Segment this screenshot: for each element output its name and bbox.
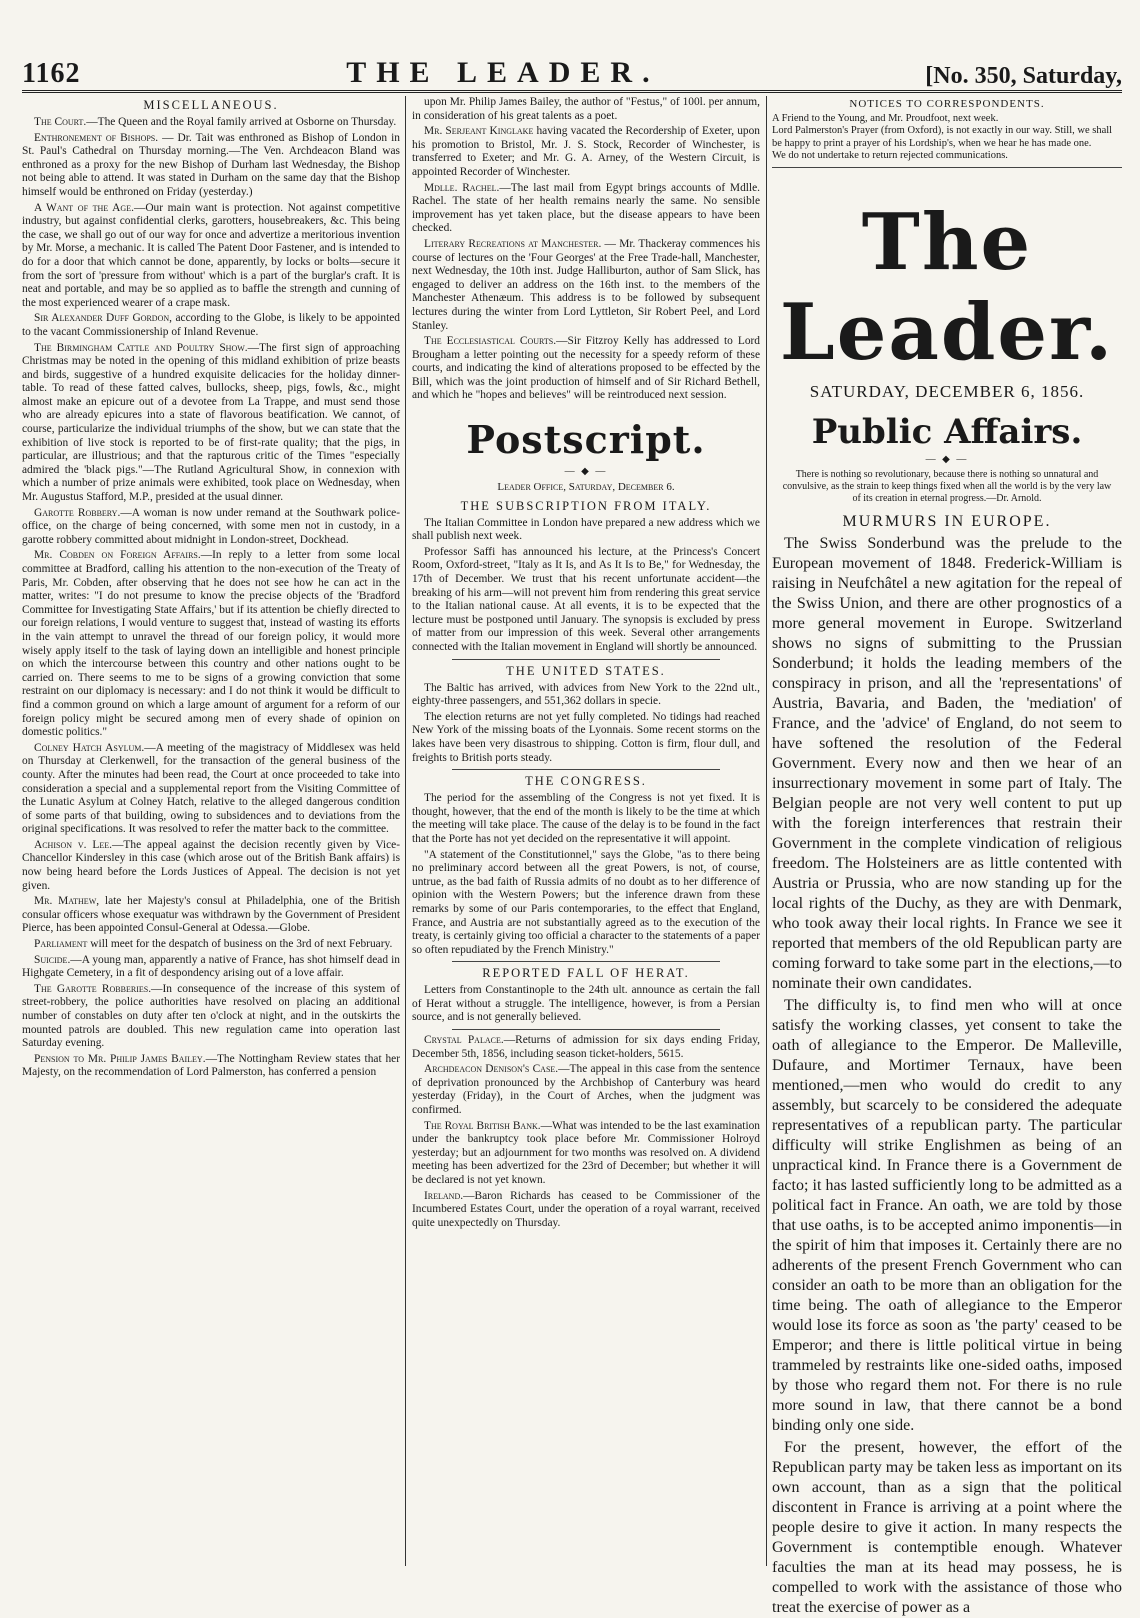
section-heading: REPORTED FALL OF HERAT. [482,966,690,981]
article-paragraph: The election returns are not yet fully completed. No tidings had reached New York of the missing boats of the Lyonnais. Some recent storms on the lakes have been very disastrous to shipping. Cotton is firm, flour dull, and freights to British ports steady. [412,710,760,764]
article-body: —Baron Richards has ceased to be Commissioner of the Incumbered Estates Court, under the operation of a royal warrant, received quite unexpectedly on Thursday. [412,1189,760,1229]
article-body: —What was intended to be the last examination under the bankruptcy took place before Mr. Commissioner Holroyd yesterday; but an adjournment for two months was resolved on. A dividend meeting has been advertized for the 23rd of December; but whether it will be declared is not yet known. [412,1119,761,1186]
section-heading: THE UNITED STATES. [506,663,666,678]
article-body: —A young man, apparently a native of France, has shot himself dead in Highgate Cemetery, in a fit of despondency arising out of a love affair. [22,953,400,980]
article-paragraph [412,335,760,403]
article-body: — Mr. Thackeray commences his course of lectures on the 'Four Georges' at the Free Trade-hall, Manchester, next Wednesday, the 10th inst. Judge Halliburton, author of Sam Slick, has engaged to deliver an address on the 16th inst. to the members of the Manchester Athenæum. This address is to be followed by subsequent lectures during the winter from Lord Lyttleton, Sir Robert Peel, and Lord Stanley. [412,237,761,332]
article-body: —The appeal against the decision recently given by Vice-Chancellor Kindersley in this case (which arose out of the British Bank affairs) is now being heard before the Lords Justices of Appeal. The decision is not yet given. [22,838,400,892]
article-paragraph [22,938,400,952]
article-body: —The last mail from Egypt brings accounts of Mdlle. Rachel. The state of her health remains nearly the same. No sensible improvement has yet taken place, but the disease appears to have been checked. [412,181,760,235]
article-lead: The Court. [34,116,87,128]
article-paragraph [22,895,400,936]
section-title: Public Affairs. [811,411,1083,452]
notice-item: We do not undertake to return rejected communications. [772,150,1008,161]
article-paragraph: For the present, however, the effort of the Republican party may be taken less as important on its own account, than as a sign that the political discontent in France is arriving at a point where the people desire to give it action. In many respects the Government is contemptible enough. Whatever faculties the man at its head may possess, he is compelled to work with the assistance of those who treat the exercise of power as a [772,1438,1122,1616]
article-paragraph [22,342,400,505]
article-lead: Pension to Mr. Philip James Bailey. [34,1052,206,1065]
postscript-heading: Postscript. [466,417,706,463]
article-paragraph [22,116,400,130]
section-heading: THE CONGRESS. [525,774,647,789]
article-body: —Our main want is protection. Not against competitive industry, but against confidential clerks, garotters, housebreakers, &c. This being the case, we shall go out of our way for once and advertize a meritorious invention by Mr. Morse, a mechanic. It is called The Patent Door Fastener, and is intended to do for a door that which cannot be done, apparently, by locks or bolts—secure it from the sort of 'pressure from without' which is a part of the burglar's craft. It is neat and portable, and may be so applied as to baffle the strength and cunning of the most experienced wearer of a crape mask. [22,201,400,309]
article-paragraph [412,238,760,333]
article-lead: Crystal Palace. [424,1034,504,1047]
section-heading: MURMURS IN EUROPE. [842,512,1052,530]
article-paragraph: upon Mr. Philip James Bailey, the author of "Festus," of 100l. per annum, in consideration of his great talents as a poet. [412,96,760,122]
article-paragraph [412,182,760,236]
article-body: according to the Globe, is likely to be appointed to the vacant Commissionership of Inland Revenue. [22,312,400,338]
notice-item: Lord Palmerston's Prayer (from Oxford), is not exactly in our way. Still, we shall be happy to print a prayer of his Lordship's, when we hear he has made one. [772,125,1113,149]
article-lead: Ireland. [424,1189,464,1202]
article-paragraph [412,1063,760,1117]
article-body: —A woman is now under remand at the Southwark police-office, on the charge of being concerned, with some men not in custody, in a garotte robbery committed about midnight in London-street, Dockhead. [22,506,400,546]
paper-title: THE LEADER. [346,56,660,89]
article-paragraph [22,742,400,837]
article-paragraph [22,312,400,339]
divider [452,1029,720,1030]
article-body: —The Queen and the Royal family arrived at Osborne on Thursday. [86,116,397,128]
column-public-affairs [772,96,1122,1616]
article-paragraph: The Swiss Sonderbund was the prelude to the European movement of 1848. Frederick-William is raising in Neufchâtel a new agitation for the repeal of the Swiss Union, and there are other prognostics of a more general movement in Europe. Switzerland shows no signs of submitting to the Prussian Sonderbund; it holds the leading members of the conspiracy in prison, and all the 'representations' of Austria, Bavaria, and Baden, the 'mediation' of France, and the 'advice' of England, do not seem to have softened the resolution of the Federal Government. Every now and then we hear of an insurrectionary movement in some part of Italy. The Belgian people are not very well content to put up with the foreign interferences that restrain their Government in the complete vindication of religious freedom. The Holsteiners are as little contented with Austria or Prussia, who are now standing up for the local rights of the Duchy, as they are with Denmark, who took away their local rights. In France we see it reported that members of the old Republican party are coming forward to take some part in the elections,—to nominate their own candidates. [772,534,1122,992]
notices-to-correspondents [772,98,1122,168]
article-paragraph [412,1034,760,1061]
article-paragraph [412,125,760,179]
section-heading: MISCELLANEOUS. [143,98,279,112]
issue-number: [No. 350, Saturday, [925,63,1122,89]
article-body: —The first sign of approaching Christmas may be noted in the opening of this midland exhibition of prize beasts and birds, suggestive of a hundred exquisite delicacies for the holiday dinner-table. To read of these fatted calves, bullocks, sheep, pigs, fowls, &c., might almost make an epicure out of a devotee from La Trappe, and must send those who are already epicures into a state of flavorous beatification. We cannot, of course, particularize the individual triumphs of the show, but we can state that the exhibition of live stock is reported to be of first-rate quality; that the pigs, in particular, are illustrious; and that the rapturous critic of the Times "especially admired the 'black pigs."—The Rutland Agricultural Show, in connexion with which a number of prize animals were exhibited, took place on Wednesday, when Mr. Augustus Stafford, M.P., presided at the usual dinner. [22,341,400,504]
article-body: — Dr. Tait was enthroned as Bishop of London in St. Paul's Cathedral on Thursday morning.—The Ven. Archdeacon Bland was enthroned as a proxy for the new Bishop of Durham last Wednesday, the Bishop not being able to attend. It was stated in Durham on the same day that the Bishop himself would be enthroned on Friday (yesterday.) [22,131,400,198]
ornament-divider: — ◆ — [564,466,608,478]
article-lead: Archdeacon Denison's Case. [424,1063,559,1076]
article-paragraph: The Baltic has arrived, with advices from New York to the 22nd ult., eighty-three passengers, and 551,362 dollars in specie. [412,681,760,708]
article-lead: A Want of the Age. [34,201,134,214]
divider [452,659,720,660]
article-body: —In reply to a letter from some local committee at Bradford, calling his attention to the non-execution of the Treaty of Paris, Mr. Cobden, after observing that he does not see how he can act in the matter, writes: "I do not presume to know the precise objects of the 'Bradford Committee for Investigating State Affairs,' but if its attention be chiefly directed to our foreign relations, I would venture to suggest that, instead of wasting its efforts in the vain attempt to unravel the thread of our foreign policy, it would more wisely apply itself to the task of laying down an intelligible and honest principle on which the intercourse between this country and other nations ought to be carried on. There seems to me to be signs of a growing conviction that some restraint on our diplomacy is necessary: and I do not think it would be difficult to find a common ground on which a large amount of argument for a reform of our foreign policy might be secured among men of every shade of opinion on domestic politics." [22,549,400,739]
article-paragraph [22,549,400,739]
article-paragraph [22,507,400,548]
article-body: —A meeting of the magistracy of Middlesex was held on Thursday at Clerkenwell, for the transaction of the general business of the county. After the minutes had been read, the Court at once proceeded to take into consideration a special and a supplemental report from the Visiting Committee of the Lunatic Asylum at Colney Hatch, relative to the alleged dangerous condition of some parts of that building, owing to subsidences and to deviations from the original specifications. It was resolved to refer the matter back to the committee. [22,741,400,836]
article-lead: Literary Recreations at Manchester. [424,237,602,250]
section-heading: THE SUBSCRIPTION FROM ITALY. [460,498,712,513]
epigraph-quote: There is nothing so revolutionary, because there is nothing so unnatural and convulsive, as the strain to keep things fixed when all the world is by the very law of its creation in eternal progress.—Dr. Arnold. [782,468,1112,504]
column-rule [766,96,767,1566]
article-paragraph: Letters from Constantinople to the 24th ult. announce as certain the fall of Herat without a struggle. The intelligence, however, is from a Persian source, and is not generally believed. [412,984,760,1024]
article-paragraph: The period for the assembling of the Congress is not yet fixed. It is thought, however, that the end of the month is likely to be the time at which the meeting will take place. The cause of the delay is to be found in the fact that the Porte has not yet decided on the representative it will appoint. [412,792,760,845]
article-paragraph [22,132,400,200]
article-body: —The appeal in this case from the sentence of deprivation pronounced by the Archbishop of Canterbury was heard yesterday (Friday), in the Court of Arches, when the judgment was confirmed. [412,1063,760,1117]
article-lead: Mr. Mathew, [34,895,100,908]
article-body: —Sir Fitzroy Kelly has addressed to Lord Brougham a letter pointing out the necessity for a speedy reform of these courts, and indicating the kind of alterations proposed to be effected by the Bill, which was the joint production of himself and of Sir Richard Bethell, and which he "hopes and believes" will be reintroduced next session. [412,335,761,402]
article-lead: Garotte Robbery. [34,506,121,519]
page-header [22,56,1122,93]
column-miscellaneous [22,96,400,1566]
notices-heading: NOTICES TO CORRESPONDENTS. [849,98,1045,110]
article-paragraph: The Italian Committee in London have prepared a new address which we shall publish next week. [412,516,760,543]
article-lead: Mr. Cobden on Foreign Affairs. [34,549,201,562]
ornament-divider: — ◆ — [925,453,969,465]
dateline: Leader Office, Saturday, December 6. [497,481,675,494]
article-body: —Returns of admission for six days ending Friday, December 5th, 1856, including season ticket-holders, 5615. [412,1034,761,1060]
article-body: having vacated the Recordership of Exeter, upon his promotion to Bristol, Mr. J. S. Stock, Recorder of Winchester, is transferred to Exeter; and Mr. G. A. Arney, of the Western Circuit, is appointed Recorder of Winchester. [412,125,760,178]
column-postscript [412,96,760,1566]
article-lead: Enthronement of Bishops. [34,131,159,144]
article-lead: Colney Hatch Asylum. [34,741,145,754]
article-paragraph [412,1120,760,1188]
article-paragraph [412,1190,760,1231]
article-body: late her Majesty's consul at Philadelphia, one of the British consular officers whose exequatur was withdrawn by the Government of President Pierce, has been appointed Consul-General at Odessa.—Globe. [22,895,400,935]
article-lead: Parliament [34,938,88,951]
article-lead: The Ecclesiastical Courts. [424,335,557,348]
article-paragraph [22,1053,400,1080]
article-lead: The Royal British Bank. [424,1119,541,1132]
article-lead: Sir Alexander Duff Gordon, [34,312,172,325]
article-body: will meet for the despatch of business on the 3rd of next February. [87,938,393,951]
article-paragraph [22,202,400,311]
article-lead: Suicide. [34,953,71,966]
article-paragraph: "A statement of the Constitutionnel," says the Globe, "as to there being no preliminary accord between all the great Powers, is not, of course, untrue, as the bad faith of Russia admits of no doubt as to her difference of opinion with the Western Powers; but the inference drawn from these remarks by some of our Paris contemporaries, to the effect that England, France, and Austria are not substantially agreed as to the execution of the treaty, is certainly giving too official a character to the statements of a paper so often repudiated by the French Ministry." [412,848,760,956]
article-paragraph: Professor Saffi has announced his lecture, at the Princess's Concert Room, Oxford-street, "Italy as It Is, and As It Is to Be," for Wednesday, the 17th of December. We trust that his recent unfortunate accident—the breaking of his arm—will not prevent him from rendering this great service to the Italian national cause. At all events, it is to be expected that the lecture must be postponed until January. The synopsis is excluded by press of matter from our impression of this week. Several other arrangements connected with the Italian movement in England will shortly be announced. [412,545,760,653]
article-paragraph [22,983,400,1051]
masthead-logo: The Leader. [779,196,1115,378]
article-lead: Mdlle. Rachel. [424,181,500,194]
page-number: 1162 [22,58,81,89]
article-paragraph: The difficulty is, to find men who will at once satisfy the working classes, yet consent to take the oath of allegiance to the Emperor. De Malleville, Dufaure, and Mortimer Ternaux, have been mentioned,—men who would do credit to any assembly, but scarcely to be considered the adequate representatives of a republican party. The particular difficulty will strike Englishmen as being of an unpractical kind. In France there is a Government de facto; it has lasted sufficiently long to be admitted as a political fact in France. An oath, we are told by those that use oaths, is to be accepted animo imponentis—in the spirit of him that imposes it. Certainly there are no adherents of the present French Government who can consider an oath to be more than an obligation for the time being. The oath of allegiance to the Emperor would lose its force as soon as 'the party' ceased to be Emperor; and there is little political virtue in being trammeled by restraints like one-sided oaths, imposed by those who regard them not. For there is no rule more sound in law, that there cannot be a bond binding only one side. [772,996,1122,1434]
divider [452,961,720,962]
notice-item: A Friend to the Young, and Mr. Proudfoot, next week. [772,112,999,124]
divider [452,769,720,770]
issue-date: SATURDAY, DECEMBER 6, 1856. [809,381,1085,401]
column-rule [405,96,406,1566]
article-lead: The Birmingham Cattle and Poultry Show. [34,341,248,354]
article-lead: The Garotte Robberies. [34,982,152,995]
article-paragraph [22,954,400,981]
article-body: —In consequence of the increase of this system of street-robbery, the police authorities have resolved on placing an additional number of constables on duty after ten o'clock at night, and in the outskirts the mounted patrols are doubled. This new regulation came into operation last Saturday evening. [22,982,400,1050]
article-lead: Mr. Serjeant Kinglake [424,125,534,138]
article-lead: Achison v. Lee. [34,838,113,851]
article-paragraph [22,839,400,893]
article-body: —The Nottingham Review states that her Majesty, on the recommendation of Lord Palmerston, has conferred a pension [22,1052,400,1079]
